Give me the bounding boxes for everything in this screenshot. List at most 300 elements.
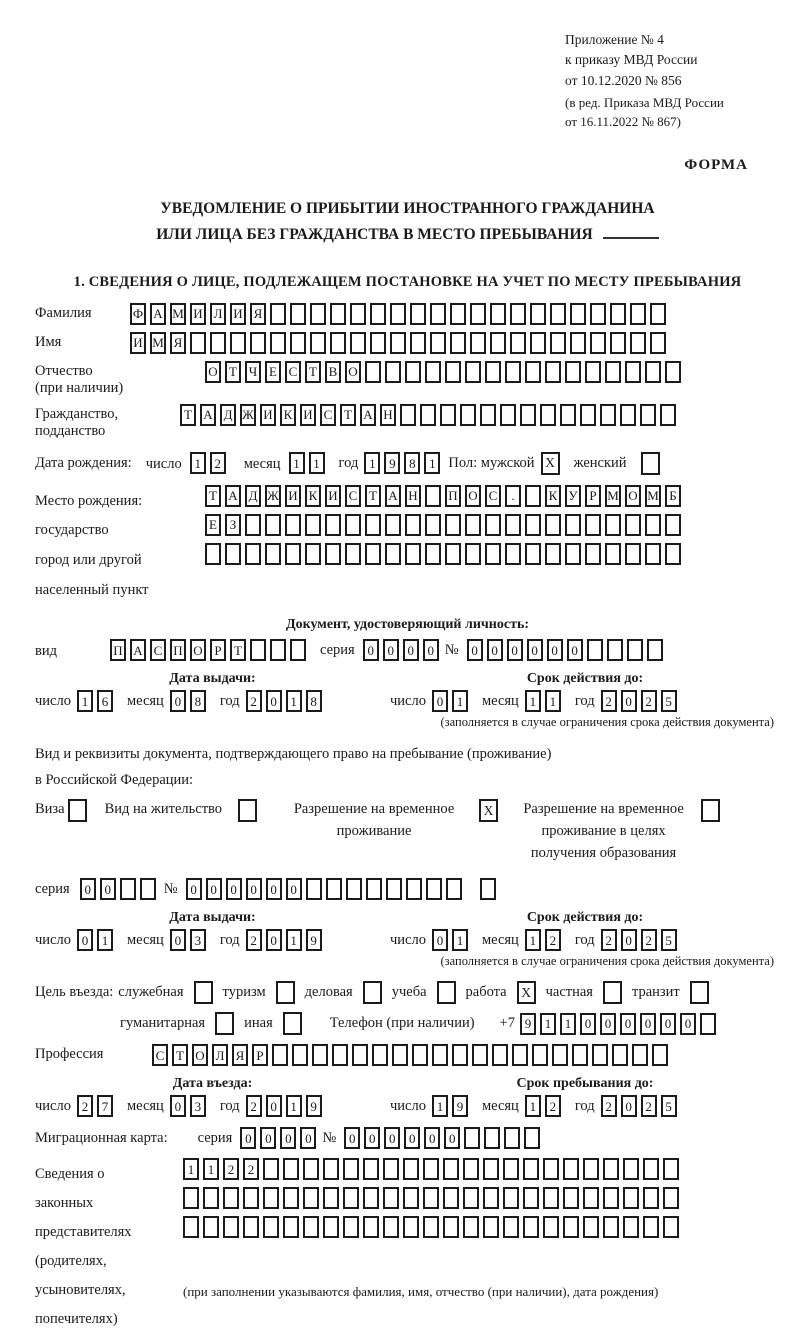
char-cell[interactable]: [345, 514, 361, 536]
char-cell[interactable]: [543, 1187, 559, 1209]
char-cell[interactable]: [312, 1044, 328, 1066]
char-cell[interactable]: [443, 1187, 459, 1209]
char-cell[interactable]: [643, 1158, 659, 1180]
char-cell[interactable]: [647, 639, 663, 661]
char-cell[interactable]: [190, 332, 206, 354]
char-cell[interactable]: 1: [560, 1013, 576, 1035]
char-cell[interactable]: [283, 1216, 299, 1238]
char-cell[interactable]: [605, 543, 621, 565]
char-cell[interactable]: Т: [180, 404, 196, 426]
sex-male-checkbox[interactable]: X: [541, 452, 560, 475]
char-cell[interactable]: [263, 1158, 279, 1180]
char-cell[interactable]: [545, 361, 561, 383]
char-cell[interactable]: [620, 404, 636, 426]
char-cell[interactable]: 0: [403, 639, 419, 661]
char-cell[interactable]: 5: [661, 1095, 677, 1117]
char-cell[interactable]: 0: [600, 1013, 616, 1035]
char-cell[interactable]: С: [150, 639, 166, 661]
char-cell[interactable]: О: [205, 361, 221, 383]
char-cell[interactable]: [365, 361, 381, 383]
char-cell[interactable]: [460, 404, 476, 426]
char-cell[interactable]: 8: [190, 690, 206, 712]
char-cell[interactable]: 1: [97, 929, 113, 951]
char-cell[interactable]: [443, 1216, 459, 1238]
char-cell[interactable]: И: [325, 485, 341, 507]
char-cell[interactable]: [503, 1187, 519, 1209]
char-cell[interactable]: 2: [601, 690, 617, 712]
char-cell[interactable]: 0: [280, 1127, 296, 1149]
char-cell[interactable]: А: [200, 404, 216, 426]
char-cell[interactable]: И: [190, 303, 206, 325]
char-cell[interactable]: [390, 332, 406, 354]
char-cell[interactable]: 2: [641, 929, 657, 951]
char-cell[interactable]: [403, 1216, 419, 1238]
char-cell[interactable]: [290, 303, 306, 325]
char-cell[interactable]: А: [150, 303, 166, 325]
char-cell[interactable]: Р: [252, 1044, 268, 1066]
char-cell[interactable]: 2: [545, 1095, 561, 1117]
char-cell[interactable]: [700, 1013, 716, 1035]
char-cell[interactable]: 0: [260, 1127, 276, 1149]
purpose-other-checkbox[interactable]: [283, 1012, 302, 1035]
char-cell[interactable]: 0: [567, 639, 583, 661]
char-cell[interactable]: Т: [172, 1044, 188, 1066]
char-cell[interactable]: [303, 1187, 319, 1209]
char-cell[interactable]: [512, 1044, 528, 1066]
char-cell[interactable]: [305, 543, 321, 565]
char-cell[interactable]: [303, 1216, 319, 1238]
char-cell[interactable]: Н: [380, 404, 396, 426]
char-cell[interactable]: С: [345, 485, 361, 507]
char-cell[interactable]: 2: [246, 929, 262, 951]
char-cell[interactable]: [263, 1187, 279, 1209]
char-cell[interactable]: Т: [305, 361, 321, 383]
char-cell[interactable]: А: [360, 404, 376, 426]
char-cell[interactable]: [585, 514, 601, 536]
char-cell[interactable]: [550, 332, 566, 354]
char-cell[interactable]: [483, 1158, 499, 1180]
char-cell[interactable]: [443, 1158, 459, 1180]
char-cell[interactable]: 1: [309, 452, 325, 474]
char-cell[interactable]: [625, 543, 641, 565]
char-cell[interactable]: Ж: [240, 404, 256, 426]
char-cell[interactable]: 2: [601, 929, 617, 951]
char-cell[interactable]: 0: [467, 639, 483, 661]
char-cell[interactable]: [523, 1158, 539, 1180]
char-cell[interactable]: [645, 361, 661, 383]
char-cell[interactable]: [580, 404, 596, 426]
char-cell[interactable]: [485, 543, 501, 565]
char-cell[interactable]: [490, 332, 506, 354]
char-cell[interactable]: [270, 639, 286, 661]
char-cell[interactable]: 1: [525, 929, 541, 951]
char-cell[interactable]: [440, 404, 456, 426]
char-cell[interactable]: [306, 878, 322, 900]
char-cell[interactable]: [243, 1216, 259, 1238]
char-cell[interactable]: [645, 543, 661, 565]
purpose-private-checkbox[interactable]: [603, 981, 622, 1004]
char-cell[interactable]: Т: [230, 639, 246, 661]
char-cell[interactable]: [510, 303, 526, 325]
char-cell[interactable]: [524, 1127, 540, 1149]
char-cell[interactable]: [283, 1158, 299, 1180]
char-cell[interactable]: [603, 1216, 619, 1238]
char-cell[interactable]: [423, 1187, 439, 1209]
char-cell[interactable]: [523, 1216, 539, 1238]
char-cell[interactable]: 0: [266, 690, 282, 712]
char-cell[interactable]: 0: [266, 929, 282, 951]
char-cell[interactable]: [630, 332, 646, 354]
char-cell[interactable]: 0: [266, 878, 282, 900]
char-cell[interactable]: К: [280, 404, 296, 426]
purpose-transit-checkbox[interactable]: [690, 981, 709, 1004]
char-cell[interactable]: [607, 639, 623, 661]
char-cell[interactable]: Л: [212, 1044, 228, 1066]
char-cell[interactable]: [587, 639, 603, 661]
char-cell[interactable]: [290, 639, 306, 661]
char-cell[interactable]: 0: [487, 639, 503, 661]
char-cell[interactable]: [484, 1127, 500, 1149]
char-cell[interactable]: [203, 1216, 219, 1238]
char-cell[interactable]: 1: [432, 1095, 448, 1117]
purpose-tourism-checkbox[interactable]: [276, 981, 295, 1004]
char-cell[interactable]: А: [225, 485, 241, 507]
char-cell[interactable]: [572, 1044, 588, 1066]
char-cell[interactable]: 1: [190, 452, 206, 474]
char-cell[interactable]: Я: [232, 1044, 248, 1066]
char-cell[interactable]: [472, 1044, 488, 1066]
char-cell[interactable]: [490, 303, 506, 325]
char-cell[interactable]: [545, 514, 561, 536]
char-cell[interactable]: 9: [520, 1013, 536, 1035]
char-cell[interactable]: 1: [364, 452, 380, 474]
char-cell[interactable]: [463, 1158, 479, 1180]
char-cell[interactable]: К: [545, 485, 561, 507]
char-cell[interactable]: [363, 1158, 379, 1180]
char-cell[interactable]: [310, 303, 326, 325]
char-cell[interactable]: [665, 361, 681, 383]
char-cell[interactable]: 0: [640, 1013, 656, 1035]
char-cell[interactable]: Т: [365, 485, 381, 507]
char-cell[interactable]: [183, 1216, 199, 1238]
char-cell[interactable]: [430, 303, 446, 325]
char-cell[interactable]: Р: [585, 485, 601, 507]
char-cell[interactable]: [363, 1216, 379, 1238]
char-cell[interactable]: К: [305, 485, 321, 507]
char-cell[interactable]: И: [130, 332, 146, 354]
char-cell[interactable]: [406, 878, 422, 900]
char-cell[interactable]: [390, 303, 406, 325]
char-cell[interactable]: [465, 361, 481, 383]
char-cell[interactable]: [223, 1187, 239, 1209]
char-cell[interactable]: 0: [660, 1013, 676, 1035]
char-cell[interactable]: [505, 361, 521, 383]
char-cell[interactable]: [603, 1187, 619, 1209]
char-cell[interactable]: [470, 332, 486, 354]
char-cell[interactable]: [565, 514, 581, 536]
char-cell[interactable]: 0: [621, 1095, 637, 1117]
char-cell[interactable]: [640, 404, 656, 426]
char-cell[interactable]: Т: [340, 404, 356, 426]
char-cell[interactable]: О: [625, 485, 641, 507]
char-cell[interactable]: 0: [507, 639, 523, 661]
char-cell[interactable]: [270, 332, 286, 354]
purpose-official-checkbox[interactable]: [194, 981, 213, 1004]
char-cell[interactable]: [650, 303, 666, 325]
char-cell[interactable]: [643, 1216, 659, 1238]
char-cell[interactable]: В: [325, 361, 341, 383]
char-cell[interactable]: [570, 332, 586, 354]
char-cell[interactable]: [520, 404, 536, 426]
char-cell[interactable]: [120, 878, 136, 900]
char-cell[interactable]: С: [485, 485, 501, 507]
char-cell[interactable]: [450, 332, 466, 354]
char-cell[interactable]: 0: [444, 1127, 460, 1149]
char-cell[interactable]: [285, 514, 301, 536]
char-cell[interactable]: [352, 1044, 368, 1066]
char-cell[interactable]: [410, 303, 426, 325]
char-cell[interactable]: 0: [432, 929, 448, 951]
char-cell[interactable]: П: [445, 485, 461, 507]
char-cell[interactable]: [552, 1044, 568, 1066]
char-cell[interactable]: 0: [621, 929, 637, 951]
char-cell[interactable]: [323, 1158, 339, 1180]
char-cell[interactable]: [265, 514, 281, 536]
char-cell[interactable]: 0: [680, 1013, 696, 1035]
char-cell[interactable]: [663, 1216, 679, 1238]
char-cell[interactable]: [423, 1216, 439, 1238]
char-cell[interactable]: [250, 332, 266, 354]
char-cell[interactable]: 1: [452, 929, 468, 951]
char-cell[interactable]: [383, 1216, 399, 1238]
char-cell[interactable]: [370, 332, 386, 354]
char-cell[interactable]: [565, 543, 581, 565]
char-cell[interactable]: Ф: [130, 303, 146, 325]
char-cell[interactable]: [310, 332, 326, 354]
char-cell[interactable]: 0: [170, 929, 186, 951]
char-cell[interactable]: [446, 878, 462, 900]
char-cell[interactable]: [463, 1187, 479, 1209]
char-cell[interactable]: [445, 514, 461, 536]
char-cell[interactable]: [505, 514, 521, 536]
char-cell[interactable]: 0: [286, 878, 302, 900]
char-cell[interactable]: [504, 1127, 520, 1149]
char-cell[interactable]: [425, 361, 441, 383]
char-cell[interactable]: [625, 514, 641, 536]
char-cell[interactable]: [405, 543, 421, 565]
char-cell[interactable]: 2: [601, 1095, 617, 1117]
char-cell[interactable]: 9: [384, 452, 400, 474]
char-cell[interactable]: [543, 1216, 559, 1238]
char-cell[interactable]: Р: [210, 639, 226, 661]
char-cell[interactable]: [412, 1044, 428, 1066]
char-cell[interactable]: [560, 404, 576, 426]
char-cell[interactable]: [627, 639, 643, 661]
char-cell[interactable]: [605, 361, 621, 383]
purpose-humanitarian-checkbox[interactable]: [215, 1012, 234, 1035]
char-cell[interactable]: [250, 639, 266, 661]
char-cell[interactable]: [425, 485, 441, 507]
char-cell[interactable]: 0: [424, 1127, 440, 1149]
char-cell[interactable]: Е: [205, 514, 221, 536]
char-cell[interactable]: [480, 404, 496, 426]
char-cell[interactable]: 9: [306, 929, 322, 951]
char-cell[interactable]: [140, 878, 156, 900]
char-cell[interactable]: [445, 361, 461, 383]
char-cell[interactable]: [660, 404, 676, 426]
char-cell[interactable]: [403, 1158, 419, 1180]
char-cell[interactable]: 2: [223, 1158, 239, 1180]
char-cell[interactable]: [465, 543, 481, 565]
char-cell[interactable]: [325, 543, 341, 565]
char-cell[interactable]: 0: [547, 639, 563, 661]
char-cell[interactable]: Л: [210, 303, 226, 325]
char-cell[interactable]: 3: [190, 929, 206, 951]
char-cell[interactable]: [426, 878, 442, 900]
char-cell[interactable]: [343, 1216, 359, 1238]
char-cell[interactable]: [420, 404, 436, 426]
char-cell[interactable]: [565, 361, 581, 383]
char-cell[interactable]: [323, 1187, 339, 1209]
purpose-work-checkbox[interactable]: X: [517, 981, 536, 1004]
char-cell[interactable]: [243, 1187, 259, 1209]
char-cell[interactable]: [663, 1187, 679, 1209]
char-cell[interactable]: Я: [250, 303, 266, 325]
char-cell[interactable]: 2: [641, 690, 657, 712]
char-cell[interactable]: 1: [286, 690, 302, 712]
char-cell[interactable]: [385, 514, 401, 536]
char-cell[interactable]: [523, 1187, 539, 1209]
char-cell[interactable]: [503, 1216, 519, 1238]
char-cell[interactable]: 0: [580, 1013, 596, 1035]
char-cell[interactable]: 0: [383, 639, 399, 661]
char-cell[interactable]: Я: [170, 332, 186, 354]
char-cell[interactable]: Н: [405, 485, 421, 507]
char-cell[interactable]: 6: [97, 690, 113, 712]
char-cell[interactable]: [525, 361, 541, 383]
char-cell[interactable]: [403, 1187, 419, 1209]
char-cell[interactable]: 9: [306, 1095, 322, 1117]
char-cell[interactable]: 0: [344, 1127, 360, 1149]
char-cell[interactable]: [425, 543, 441, 565]
char-cell[interactable]: [603, 1158, 619, 1180]
char-cell[interactable]: 1: [286, 1095, 302, 1117]
char-cell[interactable]: [643, 1187, 659, 1209]
char-cell[interactable]: [385, 361, 401, 383]
char-cell[interactable]: [325, 514, 341, 536]
char-cell[interactable]: И: [285, 485, 301, 507]
char-cell[interactable]: [400, 404, 416, 426]
char-cell[interactable]: [570, 303, 586, 325]
char-cell[interactable]: 0: [620, 1013, 636, 1035]
char-cell[interactable]: [265, 543, 281, 565]
char-cell[interactable]: [223, 1216, 239, 1238]
char-cell[interactable]: [350, 303, 366, 325]
char-cell[interactable]: [326, 878, 342, 900]
char-cell[interactable]: [583, 1158, 599, 1180]
char-cell[interactable]: [645, 514, 661, 536]
char-cell[interactable]: [492, 1044, 508, 1066]
char-cell[interactable]: [610, 332, 626, 354]
char-cell[interactable]: 5: [661, 929, 677, 951]
char-cell[interactable]: 0: [432, 690, 448, 712]
char-cell[interactable]: 3: [190, 1095, 206, 1117]
char-cell[interactable]: 1: [525, 1095, 541, 1117]
char-cell[interactable]: [590, 332, 606, 354]
char-cell[interactable]: [290, 332, 306, 354]
char-cell[interactable]: [432, 1044, 448, 1066]
char-cell[interactable]: П: [110, 639, 126, 661]
char-cell[interactable]: [272, 1044, 288, 1066]
char-cell[interactable]: [346, 878, 362, 900]
char-cell[interactable]: [205, 543, 221, 565]
char-cell[interactable]: [303, 1158, 319, 1180]
char-cell[interactable]: 0: [226, 878, 242, 900]
char-cell[interactable]: [225, 543, 241, 565]
char-cell[interactable]: 0: [206, 878, 222, 900]
char-cell[interactable]: [305, 514, 321, 536]
char-cell[interactable]: 2: [77, 1095, 93, 1117]
char-cell[interactable]: [500, 404, 516, 426]
char-cell[interactable]: С: [320, 404, 336, 426]
char-cell[interactable]: [183, 1187, 199, 1209]
char-cell[interactable]: [465, 514, 481, 536]
char-cell[interactable]: [530, 303, 546, 325]
char-cell[interactable]: [430, 332, 446, 354]
temp-residence-checkbox[interactable]: X: [479, 799, 498, 822]
char-cell[interactable]: [350, 332, 366, 354]
char-cell[interactable]: А: [385, 485, 401, 507]
char-cell[interactable]: 0: [186, 878, 202, 900]
char-cell[interactable]: [612, 1044, 628, 1066]
char-cell[interactable]: [563, 1216, 579, 1238]
char-cell[interactable]: [585, 543, 601, 565]
char-cell[interactable]: 2: [246, 690, 262, 712]
char-cell[interactable]: 0: [404, 1127, 420, 1149]
char-cell[interactable]: П: [170, 639, 186, 661]
char-cell[interactable]: [630, 303, 646, 325]
char-cell[interactable]: [425, 514, 441, 536]
char-cell[interactable]: 0: [80, 878, 96, 900]
char-cell[interactable]: [343, 1158, 359, 1180]
sex-female-checkbox[interactable]: [641, 452, 660, 475]
char-cell[interactable]: [372, 1044, 388, 1066]
temp-residence-education-checkbox[interactable]: [701, 799, 720, 822]
char-cell[interactable]: [332, 1044, 348, 1066]
char-cell[interactable]: И: [230, 303, 246, 325]
char-cell[interactable]: [330, 303, 346, 325]
char-cell[interactable]: 7: [97, 1095, 113, 1117]
char-cell[interactable]: 1: [452, 690, 468, 712]
char-cell[interactable]: 0: [300, 1127, 316, 1149]
char-cell[interactable]: .: [505, 485, 521, 507]
char-cell[interactable]: 1: [183, 1158, 199, 1180]
char-cell[interactable]: 1: [424, 452, 440, 474]
char-cell[interactable]: [383, 1187, 399, 1209]
char-cell[interactable]: 0: [621, 690, 637, 712]
char-cell[interactable]: [330, 332, 346, 354]
char-cell[interactable]: [210, 332, 226, 354]
char-cell[interactable]: [650, 332, 666, 354]
char-cell[interactable]: [366, 878, 382, 900]
char-cell[interactable]: 2: [545, 929, 561, 951]
char-cell[interactable]: Т: [225, 361, 241, 383]
char-cell[interactable]: [665, 543, 681, 565]
char-cell[interactable]: [365, 543, 381, 565]
char-cell[interactable]: [410, 332, 426, 354]
char-cell[interactable]: Ж: [265, 485, 281, 507]
char-cell[interactable]: 1: [540, 1013, 556, 1035]
